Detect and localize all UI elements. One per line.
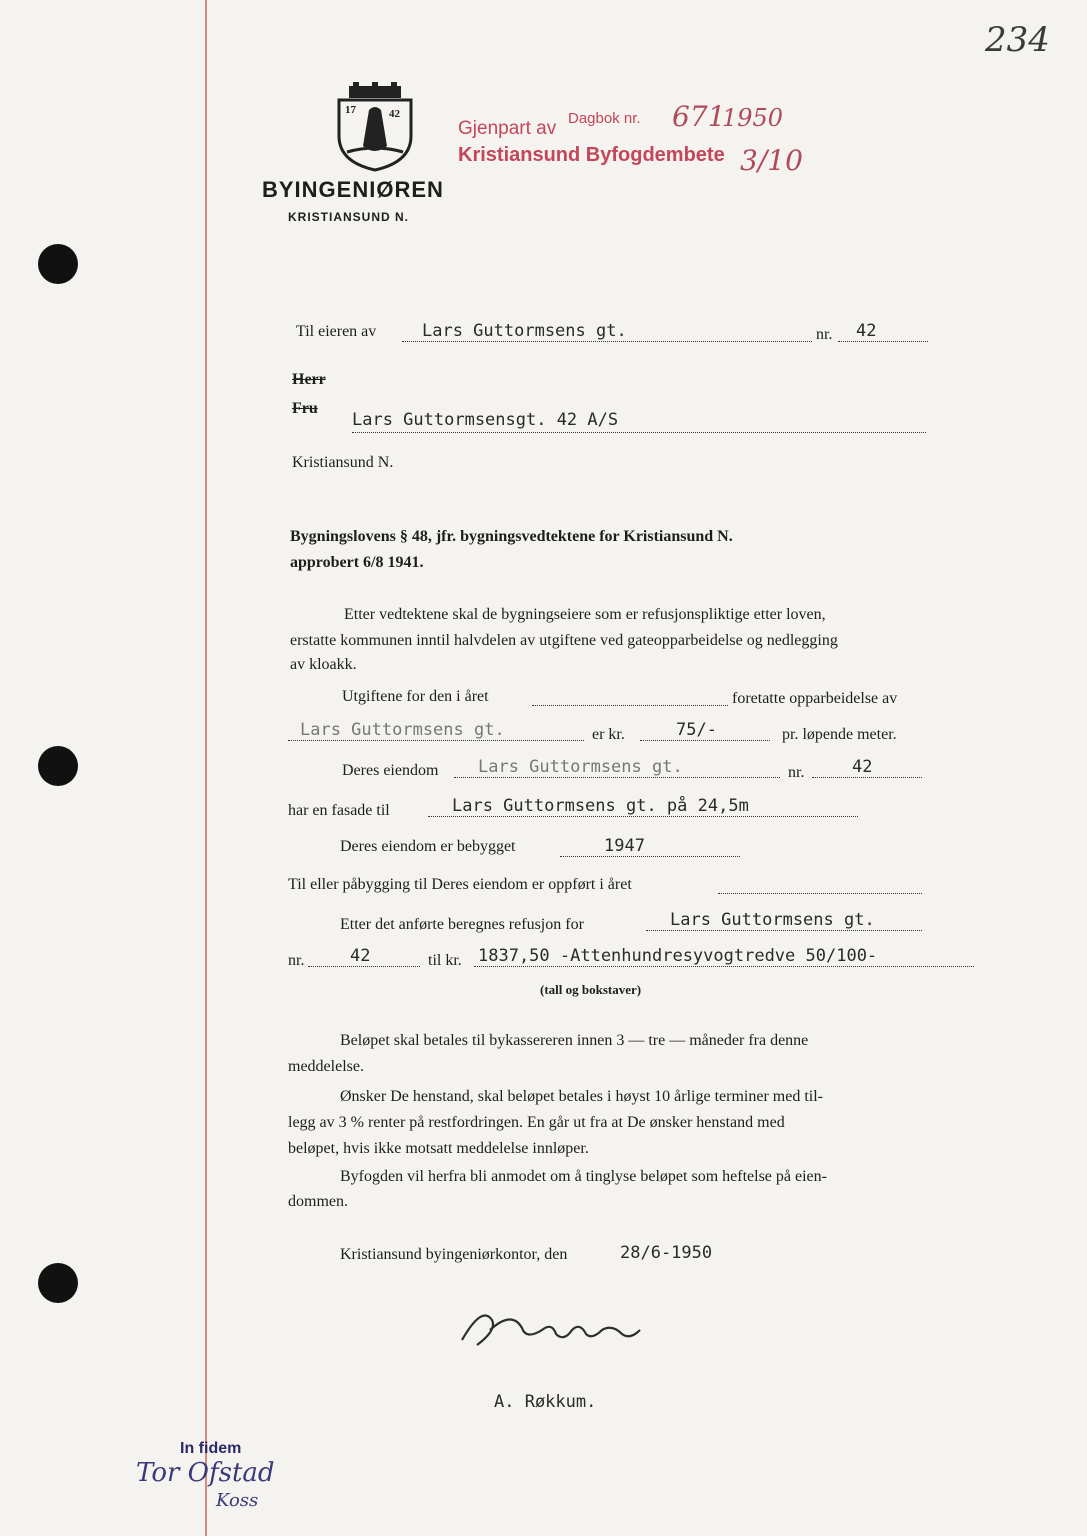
- amount-value: 1837,50 -Attenhundresyvogtredve 50/100-: [478, 946, 878, 966]
- nr-field: [838, 321, 928, 342]
- street-b-field: [454, 757, 780, 778]
- bebygget-label: Deres eiendom er bebygget: [340, 838, 516, 855]
- nr-b-field: [812, 757, 922, 778]
- er-kr-label: er kr.: [592, 726, 625, 743]
- per-meter-label: pr. løpende meter.: [782, 726, 897, 743]
- street-field: [402, 321, 812, 342]
- footer-initials: Koss: [216, 1490, 259, 1511]
- fasade-field: [428, 796, 858, 817]
- body-line: dommen.: [288, 1193, 348, 1210]
- bebygget-field: [560, 836, 740, 857]
- price-value: 75/-: [676, 720, 717, 740]
- crest-year-left: 17: [345, 104, 356, 116]
- body-line: legg av 3 % renter på restfordringen. En går ut fra at De ønsker henstand med: [288, 1114, 785, 1131]
- stamp-year: 1950: [722, 104, 784, 132]
- page-number: 234: [985, 20, 1050, 60]
- stamp-dagbok-number: 671: [672, 100, 726, 133]
- fru-label: Fru: [292, 400, 318, 417]
- crest-year-right: 42: [389, 108, 400, 120]
- bebygget-value: 1947: [604, 836, 645, 856]
- footer-signature: Tor Ofstad: [136, 1458, 275, 1488]
- legal-line-2: approbert 6/8 1941.: [290, 554, 424, 571]
- herr-label: Herr: [292, 371, 326, 388]
- amount-field: [474, 946, 974, 967]
- street-c-field: [646, 910, 922, 931]
- org-city: KRISTIANSUND N.: [288, 210, 410, 224]
- paabygging-label: Til eller påbygging til Deres eiendom er oppført i året: [288, 876, 632, 893]
- stamp-copy-label: Gjenpart av: [458, 118, 557, 139]
- foretatte-label: foretatte opparbeidelse av: [732, 690, 898, 707]
- paabygging-field: [718, 876, 922, 894]
- closing-date: 28/6-1950: [620, 1243, 713, 1263]
- intro-line: Etter vedtektene skal de bygningseiere som er refusjonspliktige etter loven,: [344, 606, 826, 623]
- street-a-field: [288, 720, 584, 741]
- body-line: Ønsker De henstand, skal beløpet betales i høyst 10 årlige terminer med til-: [340, 1088, 823, 1105]
- addressee-city: Kristiansund N.: [292, 454, 394, 471]
- stamp-date: 3/10: [740, 144, 803, 177]
- price-field: [640, 720, 770, 741]
- body-line: Beløpet skal betales til bykassereren innen 3 — tre — måneder fra denne: [340, 1032, 809, 1049]
- year-field: [532, 688, 728, 706]
- closing-office: Kristiansund byingeniørkontor, den: [340, 1246, 568, 1263]
- org-name: BYINGENIØREN: [262, 177, 444, 202]
- margin-line: [205, 0, 207, 1536]
- stamp-office: Kristiansund Byfogdembete: [458, 144, 725, 166]
- fasade-value: Lars Guttormsens gt. på 24,5m: [452, 796, 749, 816]
- body-line: beløpet, hvis ikke motsatt meddelelse innløper.: [288, 1140, 589, 1157]
- street-value: Lars Guttormsens gt.: [422, 321, 627, 341]
- legal-line-1: Bygningslovens § 48, jfr. bygningsvedtektene for Kristiansund N.: [290, 528, 733, 545]
- amount-hint: (tall og bokstaver): [540, 982, 642, 997]
- nr-c-value: 42: [350, 946, 371, 966]
- crest-icon: [333, 82, 417, 172]
- punch-hole: [38, 746, 78, 786]
- owner-field: [352, 410, 926, 433]
- street-c-value: Lars Guttormsens gt.: [670, 910, 875, 930]
- nr-b-label: nr.: [788, 764, 805, 781]
- street-a-value: Lars Guttormsens gt.: [300, 720, 505, 740]
- intro-line: av kloakk.: [290, 656, 357, 673]
- til-kr-label: til kr.: [428, 952, 462, 969]
- deres-eiendom-label: Deres eiendom: [342, 762, 439, 779]
- intro-line: erstatte kommunen inntil halvdelen av utgiftene ved gateopparbeidelse og nedlegging: [290, 632, 838, 649]
- stamp-dagbok-label: Dagbok nr.: [568, 110, 641, 127]
- nr-label: nr.: [816, 326, 833, 343]
- body-line: Byfogden vil herfra bli anmodet om å tinglyse beløpet som heftelse på eien-: [340, 1168, 827, 1185]
- punch-hole: [38, 1263, 78, 1303]
- street-b-value: Lars Guttormsens gt.: [478, 757, 683, 777]
- owner-value: Lars Guttormsensgt. 42 A/S: [352, 410, 619, 430]
- crest-emblem: [333, 82, 417, 172]
- nr-c-field: [308, 946, 420, 967]
- fasade-label: har en fasade til: [288, 802, 390, 819]
- signer-name: A. Røkkum.: [494, 1392, 597, 1412]
- utgiftene-label: Utgiftene for den i året: [342, 688, 489, 705]
- nr-b-value: 42: [852, 757, 873, 777]
- punch-hole: [38, 244, 78, 284]
- nr-c-label: nr.: [288, 952, 305, 969]
- to-label: Til eieren av: [296, 323, 377, 340]
- signature-scribble: [452, 1300, 648, 1360]
- body-line: meddelelse.: [288, 1058, 364, 1075]
- refusjon-label: Etter det anførte beregnes refusjon for: [340, 916, 584, 933]
- footer-stamp: In fidem: [180, 1440, 242, 1457]
- nr-value: 42: [856, 321, 877, 341]
